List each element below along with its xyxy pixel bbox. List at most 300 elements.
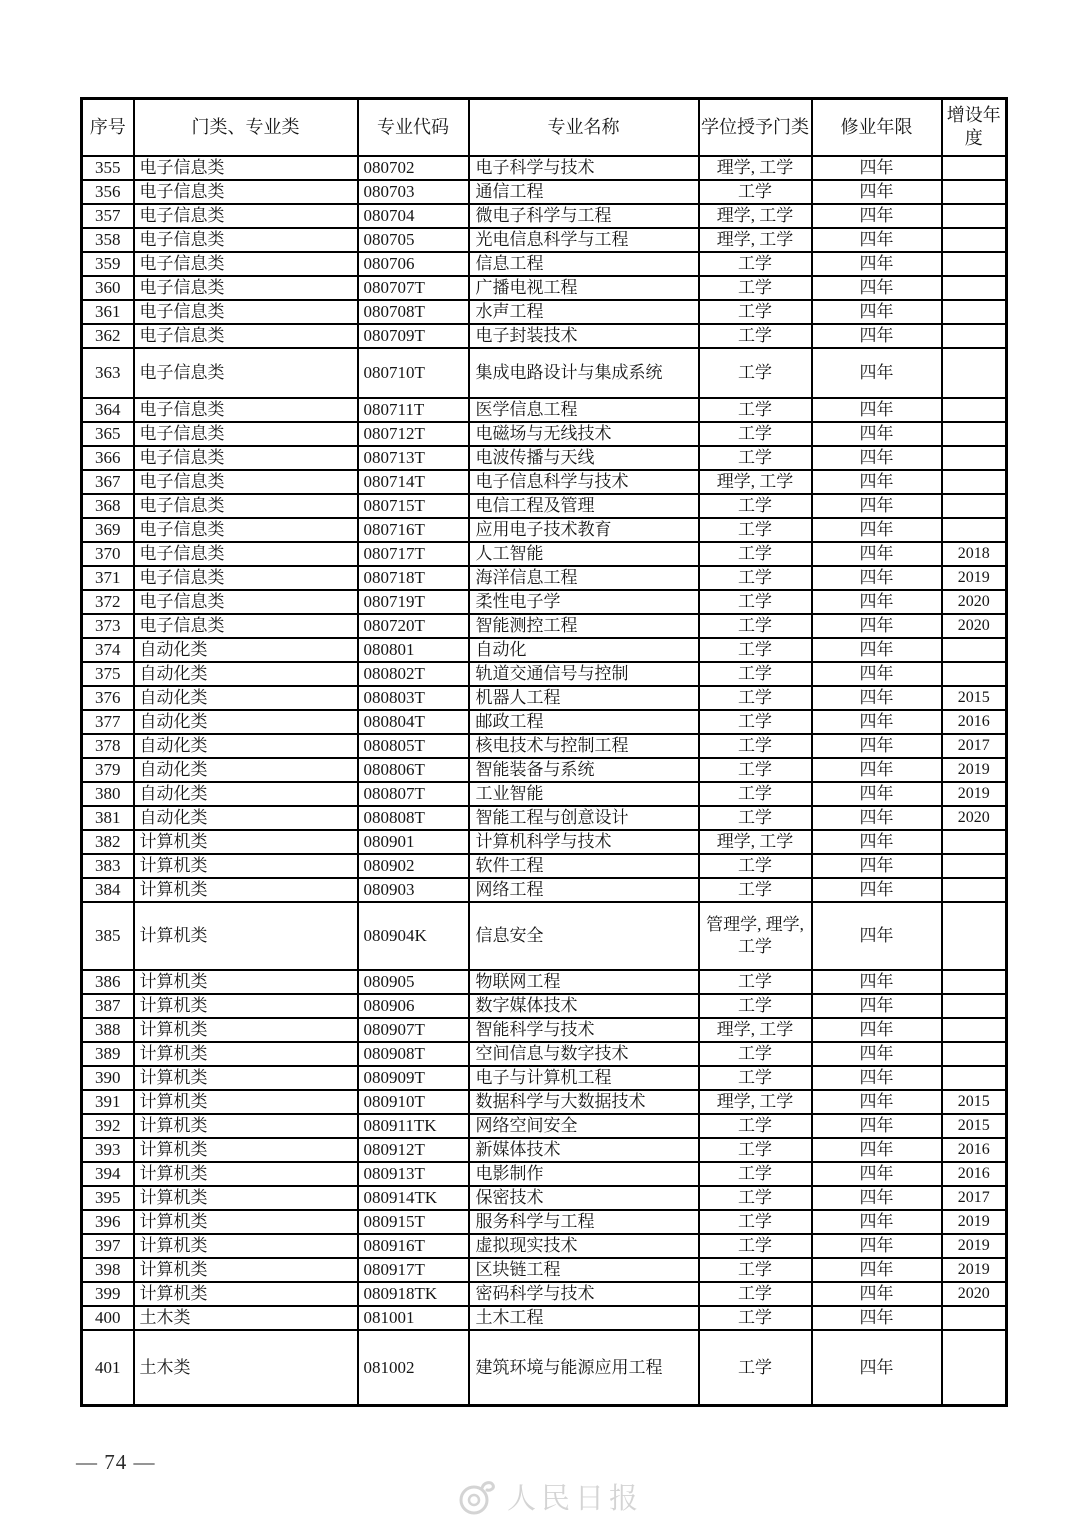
- header-row: [82, 99, 1007, 156]
- table-cell: 2019: [942, 758, 1007, 782]
- table-cell: 集成电路设计与集成系统: [469, 348, 699, 398]
- table-cell: 计算机类: [134, 1234, 358, 1258]
- table-cell: 保密技术: [469, 1186, 699, 1210]
- table-cell: 计算机类: [134, 1210, 358, 1234]
- table-cell: 四年: [812, 1234, 942, 1258]
- table-row: [82, 970, 1007, 994]
- table-cell: 401: [82, 1330, 134, 1406]
- table-cell: 电子信息类: [134, 156, 358, 180]
- table-cell: 四年: [812, 470, 942, 494]
- table-cell: 电子信息类: [134, 348, 358, 398]
- table-cell: 计算机类: [134, 970, 358, 994]
- table-cell: 工学: [699, 1042, 812, 1066]
- table-cell: 四年: [812, 734, 942, 758]
- table-cell: 理学, 工学: [699, 830, 812, 854]
- table-cell: 工学: [699, 518, 812, 542]
- table-cell: 计算机类: [134, 1090, 358, 1114]
- table-cell: 080712T: [358, 422, 469, 446]
- table-cell: 自动化: [469, 638, 699, 662]
- table-cell: 智能装备与系统: [469, 758, 699, 782]
- table-cell: 智能工程与创意设计: [469, 806, 699, 830]
- table-cell: 四年: [812, 542, 942, 566]
- table-row: [82, 614, 1007, 638]
- table-cell: 电子信息类: [134, 300, 358, 324]
- table-cell: [942, 398, 1007, 422]
- table-cell: 计算机类: [134, 902, 358, 970]
- table-row: [82, 398, 1007, 422]
- table-cell: 建筑环境与能源应用工程: [469, 1330, 699, 1406]
- table-row: [82, 830, 1007, 854]
- table-cell: [942, 324, 1007, 348]
- table-cell: 2017: [942, 1186, 1007, 1210]
- table-cell: 080703: [358, 180, 469, 204]
- table-cell: 自动化类: [134, 758, 358, 782]
- table-cell: [942, 470, 1007, 494]
- table-cell: 四年: [812, 324, 942, 348]
- table-cell: 四年: [812, 614, 942, 638]
- table-cell: 理学, 工学: [699, 1018, 812, 1042]
- table-cell: 工学: [699, 1306, 812, 1330]
- table-cell: 四年: [812, 1162, 942, 1186]
- table-cell: 2015: [942, 1090, 1007, 1114]
- table-cell: 2016: [942, 1162, 1007, 1186]
- table-cell: 计算机科学与技术: [469, 830, 699, 854]
- table-cell: 计算机类: [134, 1042, 358, 1066]
- table-cell: 区块链工程: [469, 1258, 699, 1282]
- table-cell: 四年: [812, 1114, 942, 1138]
- table-cell: 软件工程: [469, 854, 699, 878]
- table-cell: 080720T: [358, 614, 469, 638]
- table-cell: 080807T: [358, 782, 469, 806]
- table-cell: 电磁场与无线技术: [469, 422, 699, 446]
- table-cell: 四年: [812, 1282, 942, 1306]
- table-cell: 080908T: [358, 1042, 469, 1066]
- table-cell: [942, 252, 1007, 276]
- table-cell: 375: [82, 662, 134, 686]
- column-header: 序号: [82, 99, 134, 156]
- table-cell: 387: [82, 994, 134, 1018]
- table-cell: 080711T: [358, 398, 469, 422]
- table-cell: 081001: [358, 1306, 469, 1330]
- table-cell: 工学: [699, 542, 812, 566]
- table-cell: 080907T: [358, 1018, 469, 1042]
- table-cell: 080705: [358, 228, 469, 252]
- table-cell: 080902: [358, 854, 469, 878]
- table-cell: 2019: [942, 782, 1007, 806]
- table-row: [82, 1090, 1007, 1114]
- table-cell: 工学: [699, 1282, 812, 1306]
- table-cell: 080914TK: [358, 1186, 469, 1210]
- table-cell: 381: [82, 806, 134, 830]
- table-cell: 信息工程: [469, 252, 699, 276]
- table-cell: 电子信息类: [134, 324, 358, 348]
- table-row: [82, 590, 1007, 614]
- table-cell: 微电子科学与工程: [469, 204, 699, 228]
- table-row: [82, 180, 1007, 204]
- table-cell: 工学: [699, 758, 812, 782]
- table-cell: 396: [82, 1210, 134, 1234]
- table-cell: 359: [82, 252, 134, 276]
- table-cell: 电子信息类: [134, 180, 358, 204]
- table-cell: 空间信息与数字技术: [469, 1042, 699, 1066]
- table-cell: 工学: [699, 782, 812, 806]
- table-cell: 应用电子技术教育: [469, 518, 699, 542]
- table-cell: 080706: [358, 252, 469, 276]
- table-cell: 工学: [699, 446, 812, 470]
- table-cell: 355: [82, 156, 134, 180]
- table-cell: [942, 204, 1007, 228]
- table-cell: 377: [82, 710, 134, 734]
- table-cell: 电子信息类: [134, 276, 358, 300]
- table-row: [82, 470, 1007, 494]
- table-cell: 计算机类: [134, 878, 358, 902]
- table-cell: 393: [82, 1138, 134, 1162]
- table-cell: 理学, 工学: [699, 204, 812, 228]
- table-cell: 356: [82, 180, 134, 204]
- table-row: [82, 902, 1007, 970]
- table-cell: 智能科学与技术: [469, 1018, 699, 1042]
- table-cell: 2019: [942, 1210, 1007, 1234]
- table-cell: 四年: [812, 1330, 942, 1406]
- table-cell: 374: [82, 638, 134, 662]
- table-cell: 工学: [699, 614, 812, 638]
- table-cell: 367: [82, 470, 134, 494]
- column-header: 专业名称: [469, 99, 699, 156]
- column-header: 修业年限: [812, 99, 942, 156]
- table-cell: [942, 228, 1007, 252]
- table-cell: 080803T: [358, 686, 469, 710]
- table-cell: 物联网工程: [469, 970, 699, 994]
- table-cell: 四年: [812, 1018, 942, 1042]
- table-cell: 工学: [699, 638, 812, 662]
- table-cell: 工学: [699, 686, 812, 710]
- table-row: [82, 994, 1007, 1018]
- table-cell: 自动化类: [134, 782, 358, 806]
- table-cell: 工学: [699, 1210, 812, 1234]
- table-cell: 四年: [812, 1186, 942, 1210]
- table-row: [82, 782, 1007, 806]
- table-cell: [942, 854, 1007, 878]
- table-cell: [942, 300, 1007, 324]
- table-cell: 360: [82, 276, 134, 300]
- table-row: [82, 228, 1007, 252]
- table-cell: 工学: [699, 878, 812, 902]
- table-cell: 服务科学与工程: [469, 1210, 699, 1234]
- table-cell: 392: [82, 1114, 134, 1138]
- table-cell: 电波传播与天线: [469, 446, 699, 470]
- table-cell: 395: [82, 1186, 134, 1210]
- table-cell: [942, 348, 1007, 398]
- table-cell: 080710T: [358, 348, 469, 398]
- table-cell: 384: [82, 878, 134, 902]
- table-cell: [942, 1306, 1007, 1330]
- table-row: [82, 204, 1007, 228]
- table-cell: 工学: [699, 734, 812, 758]
- table-cell: 电子信息类: [134, 228, 358, 252]
- table-cell: 080910T: [358, 1090, 469, 1114]
- table-cell: 四年: [812, 970, 942, 994]
- table-cell: 358: [82, 228, 134, 252]
- table-cell: 密码科学与技术: [469, 1282, 699, 1306]
- table-row: [82, 518, 1007, 542]
- table-cell: 工学: [699, 1330, 812, 1406]
- majors-table: [80, 97, 1008, 1407]
- table-cell: 电子信息类: [134, 252, 358, 276]
- table-cell: 080708T: [358, 300, 469, 324]
- table-cell: 080716T: [358, 518, 469, 542]
- table-cell: 四年: [812, 204, 942, 228]
- table-cell: 080913T: [358, 1162, 469, 1186]
- table-cell: [942, 156, 1007, 180]
- column-header: 专业代码: [358, 99, 469, 156]
- table-cell: 工学: [699, 710, 812, 734]
- table-cell: 399: [82, 1282, 134, 1306]
- table-row: [82, 1258, 1007, 1282]
- table-cell: 080909T: [358, 1066, 469, 1090]
- table-cell: 电子信息类: [134, 470, 358, 494]
- watermark-text: 人民日报: [507, 1482, 644, 1515]
- table-row: [82, 758, 1007, 782]
- table-row: [82, 348, 1007, 398]
- table-cell: 080808T: [358, 806, 469, 830]
- table-cell: 四年: [812, 228, 942, 252]
- table-cell: 080901: [358, 830, 469, 854]
- table-cell: 361: [82, 300, 134, 324]
- table-cell: 080917T: [358, 1258, 469, 1282]
- table-cell: 四年: [812, 662, 942, 686]
- table-cell: 机器人工程: [469, 686, 699, 710]
- table-cell: 工学: [699, 422, 812, 446]
- table-cell: 080906: [358, 994, 469, 1018]
- table-cell: [942, 518, 1007, 542]
- table-cell: 电子信息类: [134, 494, 358, 518]
- table-cell: 2016: [942, 710, 1007, 734]
- table-row: [82, 1066, 1007, 1090]
- table-body: [82, 156, 1007, 1406]
- table-cell: 363: [82, 348, 134, 398]
- table-row: [82, 422, 1007, 446]
- table-cell: 080904K: [358, 902, 469, 970]
- table-cell: 工学: [699, 1258, 812, 1282]
- table-cell: 工学: [699, 994, 812, 1018]
- table-cell: 工学: [699, 180, 812, 204]
- table-cell: 382: [82, 830, 134, 854]
- table-row: [82, 1186, 1007, 1210]
- table-cell: [942, 994, 1007, 1018]
- table-row: [82, 806, 1007, 830]
- table-cell: 四年: [812, 686, 942, 710]
- table-cell: [942, 276, 1007, 300]
- table-cell: 电子信息类: [134, 614, 358, 638]
- table-cell: 368: [82, 494, 134, 518]
- table-cell: 工学: [699, 1138, 812, 1162]
- table-cell: 372: [82, 590, 134, 614]
- table-cell: 四年: [812, 518, 942, 542]
- table-cell: 四年: [812, 1258, 942, 1282]
- table-row: [82, 494, 1007, 518]
- table-cell: 394: [82, 1162, 134, 1186]
- table-cell: 400: [82, 1306, 134, 1330]
- column-header: 增设年度: [942, 99, 1007, 156]
- table-cell: 080804T: [358, 710, 469, 734]
- table-cell: 理学, 工学: [699, 156, 812, 180]
- table-cell: 2020: [942, 590, 1007, 614]
- table-cell: 373: [82, 614, 134, 638]
- table-row: [82, 1042, 1007, 1066]
- table-cell: 电子信息类: [134, 398, 358, 422]
- table-cell: 081002: [358, 1330, 469, 1406]
- table-cell: 080905: [358, 970, 469, 994]
- table-cell: 智能测控工程: [469, 614, 699, 638]
- table-cell: 080915T: [358, 1210, 469, 1234]
- table-cell: 080916T: [358, 1234, 469, 1258]
- table-cell: 工学: [699, 300, 812, 324]
- table-row: [82, 1234, 1007, 1258]
- table-cell: 四年: [812, 276, 942, 300]
- table-cell: 电子科学与技术: [469, 156, 699, 180]
- table-cell: 工学: [699, 276, 812, 300]
- table-cell: [942, 878, 1007, 902]
- table-row: [82, 686, 1007, 710]
- table-cell: 2019: [942, 566, 1007, 590]
- table-cell: 四年: [812, 252, 942, 276]
- table-cell: 计算机类: [134, 1162, 358, 1186]
- table-cell: 四年: [812, 1210, 942, 1234]
- table-cell: 工学: [699, 1234, 812, 1258]
- table-cell: 四年: [812, 494, 942, 518]
- table-cell: 080719T: [358, 590, 469, 614]
- table-cell: 计算机类: [134, 1138, 358, 1162]
- table-cell: 2018: [942, 542, 1007, 566]
- table-cell: 370: [82, 542, 134, 566]
- table-cell: 电信工程及管理: [469, 494, 699, 518]
- table-cell: 2016: [942, 1138, 1007, 1162]
- table-cell: 计算机类: [134, 1258, 358, 1282]
- table-cell: 自动化类: [134, 686, 358, 710]
- table-cell: 自动化类: [134, 710, 358, 734]
- table-cell: 电子信息类: [134, 446, 358, 470]
- table-cell: 080713T: [358, 446, 469, 470]
- table-cell: 398: [82, 1258, 134, 1282]
- watermark: [455, 1474, 643, 1518]
- table-cell: 理学, 工学: [699, 228, 812, 252]
- table-cell: 080805T: [358, 734, 469, 758]
- table-cell: 工学: [699, 590, 812, 614]
- table-cell: 四年: [812, 180, 942, 204]
- table-cell: 通信工程: [469, 180, 699, 204]
- table-row: [82, 1210, 1007, 1234]
- table-cell: 工学: [699, 1066, 812, 1090]
- table-cell: 四年: [812, 758, 942, 782]
- column-header: 门类、专业类: [134, 99, 358, 156]
- table-cell: 轨道交通信号与控制: [469, 662, 699, 686]
- table-row: [82, 1330, 1007, 1406]
- table-row: [82, 156, 1007, 180]
- table-cell: 人工智能: [469, 542, 699, 566]
- table-cell: [942, 1042, 1007, 1066]
- table-cell: 管理学, 理学, 工学: [699, 902, 812, 970]
- table-cell: 080903: [358, 878, 469, 902]
- table-cell: 080718T: [358, 566, 469, 590]
- table-cell: 2019: [942, 1258, 1007, 1282]
- table-cell: 388: [82, 1018, 134, 1042]
- table-row: [82, 1306, 1007, 1330]
- table-cell: 080717T: [358, 542, 469, 566]
- table-cell: 计算机类: [134, 854, 358, 878]
- table-cell: 网络工程: [469, 878, 699, 902]
- table-cell: 080911TK: [358, 1114, 469, 1138]
- table-cell: 四年: [812, 1042, 942, 1066]
- table-cell: 366: [82, 446, 134, 470]
- table-cell: 工学: [699, 566, 812, 590]
- table-cell: [942, 970, 1007, 994]
- table-row: [82, 324, 1007, 348]
- table-cell: 广播电视工程: [469, 276, 699, 300]
- table-cell: 工学: [699, 1186, 812, 1210]
- table-row: [82, 662, 1007, 686]
- table-cell: 四年: [812, 902, 942, 970]
- table-cell: 四年: [812, 300, 942, 324]
- table-cell: [942, 1066, 1007, 1090]
- table-cell: 水声工程: [469, 300, 699, 324]
- table-cell: 080707T: [358, 276, 469, 300]
- table-row: [82, 276, 1007, 300]
- table-row: [82, 252, 1007, 276]
- table-row: [82, 1138, 1007, 1162]
- table-row: [82, 854, 1007, 878]
- table-cell: 四年: [812, 590, 942, 614]
- column-header: 学位授予门类: [699, 99, 812, 156]
- table-cell: 理学, 工学: [699, 470, 812, 494]
- table-cell: 364: [82, 398, 134, 422]
- table-cell: 四年: [812, 446, 942, 470]
- table-cell: 计算机类: [134, 830, 358, 854]
- table-cell: [942, 422, 1007, 446]
- table-cell: 电子信息科学与技术: [469, 470, 699, 494]
- table-cell: [942, 180, 1007, 204]
- table-cell: 四年: [812, 994, 942, 1018]
- table-cell: 389: [82, 1042, 134, 1066]
- table-cell: 工学: [699, 324, 812, 348]
- table-cell: 土木类: [134, 1306, 358, 1330]
- table-cell: 390: [82, 1066, 134, 1090]
- table-cell: 虚拟现实技术: [469, 1234, 699, 1258]
- table-cell: 工学: [699, 252, 812, 276]
- table-cell: 四年: [812, 398, 942, 422]
- table-header: [82, 99, 1007, 156]
- table-cell: 380: [82, 782, 134, 806]
- table-cell: 四年: [812, 1138, 942, 1162]
- page-number: — 74 —: [76, 1450, 156, 1474]
- table-cell: 工学: [699, 494, 812, 518]
- table-cell: 四年: [812, 422, 942, 446]
- table-cell: 工学: [699, 348, 812, 398]
- table-cell: 四年: [812, 782, 942, 806]
- table-row: [82, 566, 1007, 590]
- table-cell: 四年: [812, 806, 942, 830]
- table-cell: 四年: [812, 156, 942, 180]
- table-cell: 391: [82, 1090, 134, 1114]
- table-cell: [942, 494, 1007, 518]
- table-row: [82, 1162, 1007, 1186]
- table-row: [82, 638, 1007, 662]
- table-cell: [942, 662, 1007, 686]
- table-row: [82, 1018, 1007, 1042]
- table-cell: 2020: [942, 614, 1007, 638]
- table-cell: [942, 830, 1007, 854]
- table-row: [82, 1114, 1007, 1138]
- table-cell: 080806T: [358, 758, 469, 782]
